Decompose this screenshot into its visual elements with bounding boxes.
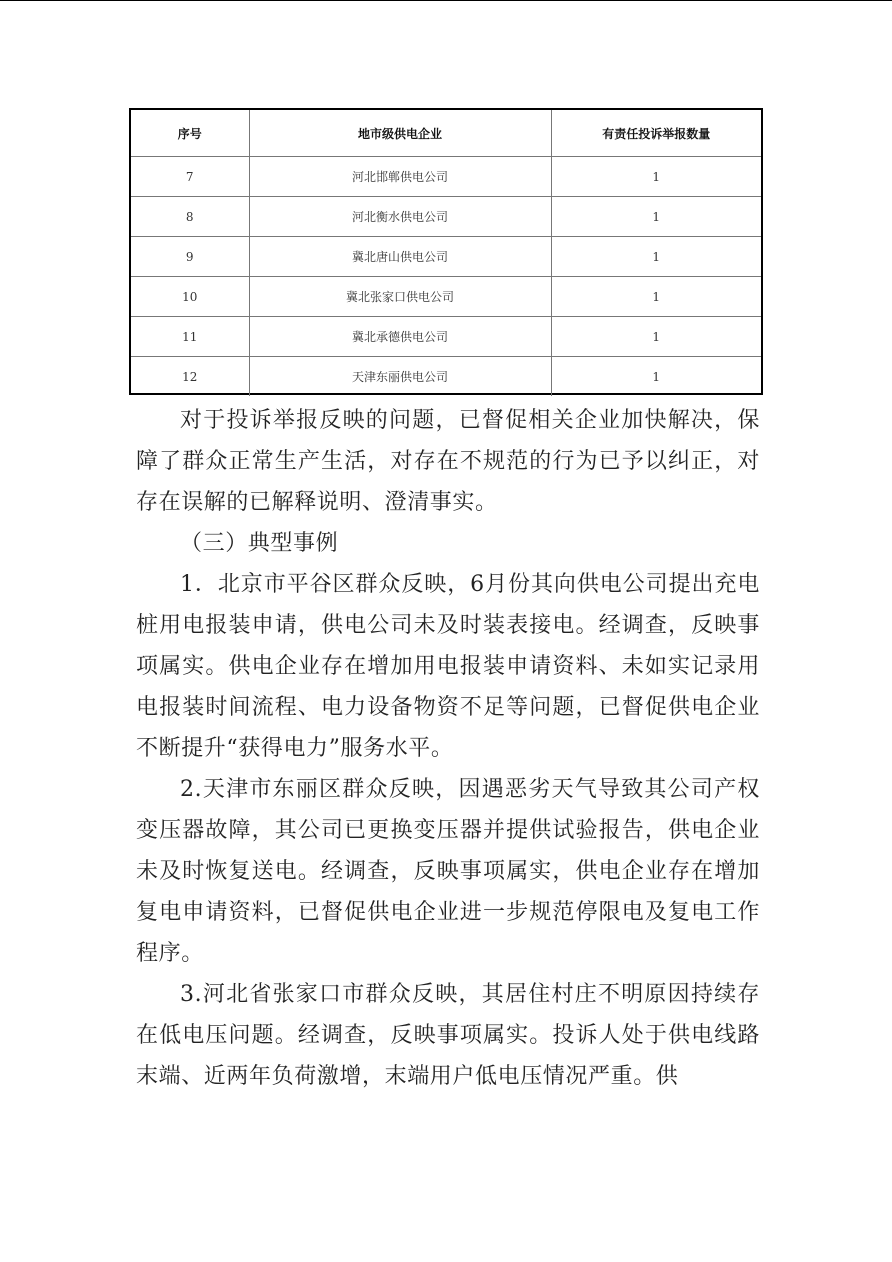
- table-row: [131, 357, 761, 397]
- cell-company: 冀北唐山供电公司: [249, 237, 551, 277]
- table-row: [131, 317, 761, 357]
- table-row: [131, 197, 761, 237]
- cell-serial-number: 9: [131, 237, 249, 277]
- header-complaint-count: 有责任投诉举报数量: [551, 110, 761, 157]
- case-paragraph-3: 3.河北省张家口市群众反映，其居住村庄不明原因持续存在低电压问题。经调查，反映事项属实。投诉人处于供电线路末端、近两年负荷激增，末端用户低电压情况严重。供: [136, 982, 760, 1089]
- table-row: [131, 277, 761, 317]
- cell-company: 河北邯郸供电公司: [249, 157, 551, 197]
- cell-company: 天津东丽供电公司: [249, 357, 551, 397]
- cell-serial-number: 11: [131, 317, 249, 357]
- cell-serial-number: 7: [131, 157, 249, 197]
- document-body: [136, 400, 760, 1097]
- table-header-row: [131, 110, 761, 157]
- cell-complaint-count: 1: [551, 357, 761, 397]
- case-paragraph-2: 2.天津市东丽区群众反映，因遇恶劣天气导致其公司产权变压器故障，其公司已更换变压器并提供试验报告，供电企业未及时恢复送电。经调查，反映事项属实，供电企业存在增加复电申请资料，已督促供电企业进一步规范停限电及复电工作程序。: [136, 777, 760, 966]
- cell-company: 河北衡水供电公司: [249, 197, 551, 237]
- table-row: [131, 157, 761, 197]
- cell-company: 冀北承德供电公司: [249, 317, 551, 357]
- cell-company: 冀北张家口供电公司: [249, 277, 551, 317]
- cell-complaint-count: 1: [551, 157, 761, 197]
- page-top-rule: [0, 0, 892, 1]
- cell-complaint-count: 1: [551, 317, 761, 357]
- complaint-count-table: [129, 108, 763, 395]
- case-paragraph-1: 1．北京市平谷区群众反映，6月份其向供电公司提出充电桩用电报装申请，供电公司未及时装表接电。经调查，反映事项属实。供电企业存在增加用电报装申请资料、未如实记录用电报装时间流程、电力设备物资不足等问题，已督促供电企业不断提升“获得电力”服务水平。: [136, 572, 760, 761]
- summary-paragraph: 对于投诉举报反映的问题，已督促相关企业加快解决，保障了群众正常生产生活，对存在不规范的行为已予以纠正，对存在误解的已解释说明、澄清事实。: [136, 408, 760, 515]
- cell-complaint-count: 1: [551, 197, 761, 237]
- header-serial-number: 序号: [131, 110, 249, 157]
- cell-complaint-count: 1: [551, 237, 761, 277]
- cell-serial-number: 12: [131, 357, 249, 397]
- cell-complaint-count: 1: [551, 277, 761, 317]
- table: [131, 110, 761, 396]
- cell-serial-number: 10: [131, 277, 249, 317]
- cell-serial-number: 8: [131, 197, 249, 237]
- header-company: 地市级供电企业: [249, 110, 551, 157]
- section-heading: （三）典型事例: [180, 531, 339, 556]
- table-row: [131, 237, 761, 277]
